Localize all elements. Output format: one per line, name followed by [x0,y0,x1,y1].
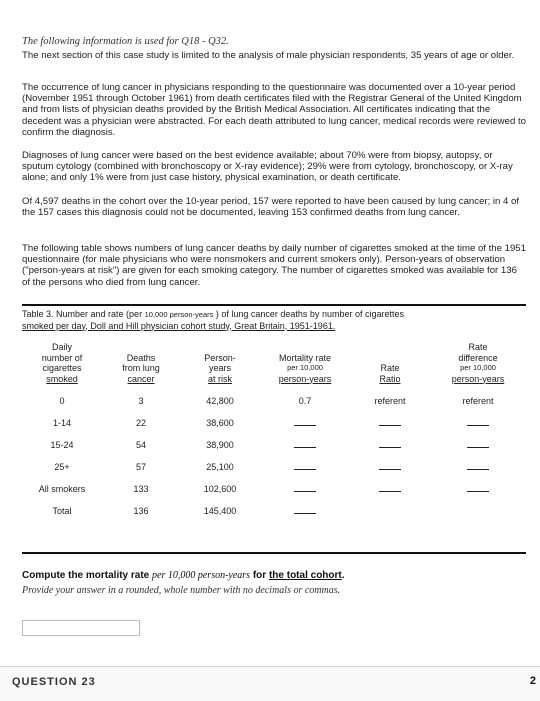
paragraph-2: The occurrence of lung cancer in physicians responding to the questionnaire was documented over a 10-year period (November 1951 through October 1961) from death certificates filed with the Registrar General of the United Kingdom and from lists of physician deaths provided by the British Medical Association. All certificates indicating that the decedent was a physician were abstracted. For each death attributed to lung cancer, medical records were reviewed to confirm the diagnosis. [22,82,526,138]
cell-cigarettes: All smokers [38,484,86,494]
table-row [22,478,526,500]
cell-rate-difference-blank [430,434,526,456]
cell-person-years: 38,900 [206,440,234,450]
cell-deaths: 133 [133,484,149,494]
table-caption [22,304,526,331]
cell-deaths: 57 [135,462,146,472]
question-label: QUESTION 23 [12,676,96,688]
cell-deaths: 136 [133,506,149,516]
cell-cigarettes: 1-14 [52,418,71,428]
cell-cigarettes: 25+ [54,462,70,472]
cell-rate-difference: referent [462,396,494,406]
cell-deaths: 3 [138,396,144,406]
question-footer [0,666,540,701]
lung-cancer-table [22,342,526,522]
table-row [22,412,526,434]
header-deaths: Deaths from lung cancer [122,352,160,384]
question-prompt: Compute the mortality rate per 10,000 person-years for the total cohort. [22,570,345,581]
table-bottom-rule [22,552,526,554]
header-person-years: Person- years at risk [204,352,236,384]
caption-text-end: ) of lung cancer deaths by number of cigarettes [213,309,404,319]
paragraph-5: The following table shows numbers of lung cancer deaths by daily number of cigarettes smoked at the time of the 1951 questionnaire (for male physicians who were nonsmokers and current smokers only). Person-years of observation ("person-years at risk") are given for each smoking category. The number of cigarettes smoked was available for 136 of the persons who died from lung cancer. [22,243,526,288]
cell-person-years: 42,800 [206,396,234,406]
cell-person-years: 25,100 [206,462,234,472]
header-rate-ratio: Rate Ratio [379,363,401,384]
cell-mortality-rate-blank [260,412,350,434]
cell-cigarettes: 0 [59,396,65,406]
table-row [22,390,526,412]
caption-line-2: smoked per day, Doll and Hill physician cohort study, Great Britain, 1951-1961. [22,320,336,331]
answer-input[interactable] [22,620,140,636]
cell-cigarettes: 15-24 [50,440,74,450]
cell-deaths: 22 [135,418,146,428]
cell-rate-ratio: referent [374,396,406,406]
points-value: 2 [529,675,536,687]
cell-deaths: 54 [135,440,146,450]
cell-rate-difference-blank [430,478,526,500]
cell-rate-ratio-blank [350,478,430,500]
cell-rate-difference-blank [430,412,526,434]
cell-person-years: 102,600 [203,484,237,494]
caption-text: Table 3. Number and rate (per [22,309,145,319]
cell-mortality-rate-blank [260,478,350,500]
cell-rate-ratio-blank [350,456,430,478]
table-row [22,434,526,456]
cell-cigarettes: Total [52,506,72,516]
cell-person-years: 145,400 [203,506,237,516]
caption-unit: 10,000 person-years [144,310,214,319]
table-row [22,456,526,478]
paragraph-4: Of 4,597 deaths in the cohort over the 10-year period, 157 were reported to have been caused by lung cancer; in 4 of the 157 cases this diagnosis could not be documented, leaving 153 confirmed deaths from lung cancer. [22,196,520,219]
header-mortality-rate: Mortality rate per 10,000 person-years [278,352,332,384]
cell-mortality-rate-blank [260,500,350,522]
cell-rate-difference-blank [430,456,526,478]
table-row [22,500,526,522]
cell-mortality-rate-blank [260,434,350,456]
cell-mortality-rate-blank [260,456,350,478]
cell-person-years: 38,600 [206,418,234,428]
header-cigarettes: Daily number of cigarettes smoked [41,342,83,384]
cell-rate-ratio-blank [350,434,430,456]
cell-rate-ratio-blank [350,412,430,434]
cell-mortality-rate: 0.7 [298,396,312,406]
intro-line: The following information is used for Q18 - Q32. [22,36,229,47]
paragraph-1: The next section of this case study is limited to the analysis of male physician respondents, 35 years of age or older. [22,50,515,61]
paragraph-3: Diagnoses of lung cancer were based on the best evidence available; about 70% were from biopsy, autopsy, or sputum cytology (combined with bronchoscopy or X-ray evidence); 29% were from cytology, bronchoscopy, or X-ray alone; and only 1% were from just case history, physical examination, or death certificate. [22,150,513,184]
header-rate-difference: Rate difference per 10,000 person-years [451,342,505,384]
answer-instructions: Provide your answer in a rounded, whole number with no decimals or commas. [22,585,341,596]
